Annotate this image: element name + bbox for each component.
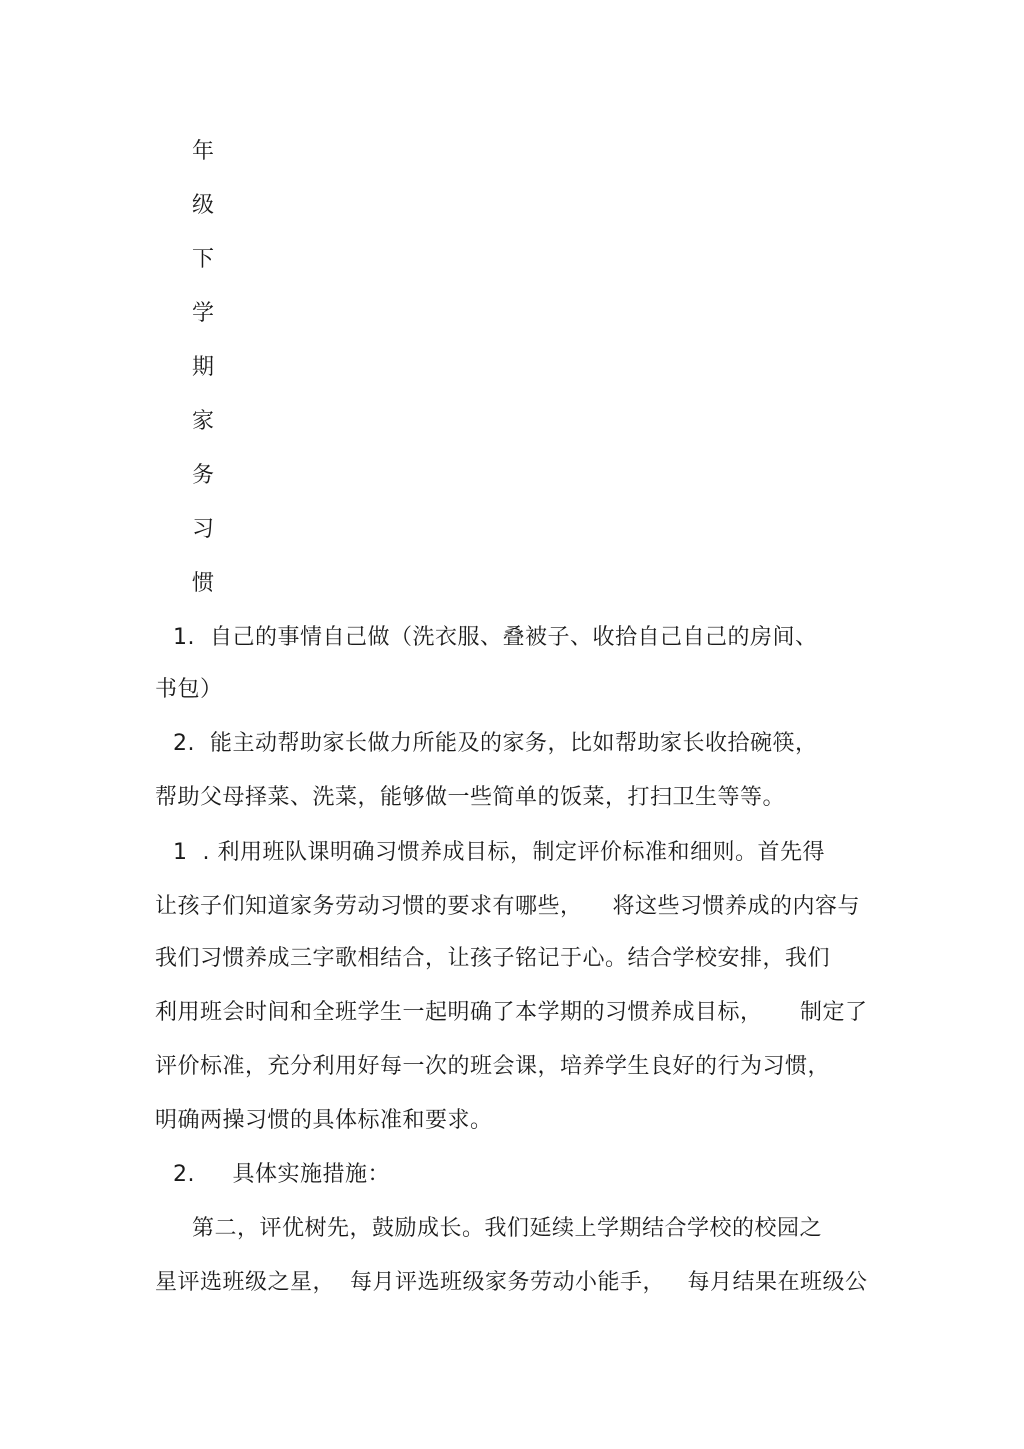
vertical-title-char: 期 [191, 355, 214, 380]
list-item-1-line-2: 书包） [155, 677, 223, 702]
section-heading: 2. 具体实施措施： [173, 1162, 390, 1187]
list-item-2-line-2: 帮助父母择菜、洗菜，能够做一些简单的饭菜，打扫卫生等等。 [155, 785, 786, 810]
paragraph-1-line-2: 让孩子们知道家务劳动习惯的要求有哪些， 将这些习惯养成的内容与 [155, 894, 860, 919]
paragraph-2-line-1: 第二，评优树先，鼓励成长。我们延续上学期结合学校的校园之 [192, 1216, 823, 1241]
paragraph-2-line-2: 星评选班级之星， 每月评选班级家务劳动小能手， 每月结果在班级公 [155, 1270, 868, 1295]
vertical-title-char: 习 [191, 517, 214, 542]
paragraph-1-line-6: 明确两操习惯的具体标准和要求。 [155, 1108, 493, 1133]
paragraph-1-line-4: 利用班会时间和全班学生一起明确了本学期的习惯养成目标， 制定了 [155, 1000, 868, 1025]
vertical-title-char: 学 [191, 301, 214, 326]
paragraph-1-line-5: 评价标准，充分利用好每一次的班会课，培养学生良好的行为习惯， [155, 1054, 831, 1079]
vertical-title-char: 务 [191, 463, 214, 488]
vertical-title-char: 家 [191, 409, 214, 434]
vertical-title-char: 级 [191, 193, 214, 218]
paragraph-1-line-1: 1 . 利用班队课明确习惯养成目标，制定评价标准和细则。首先得 [173, 840, 825, 865]
vertical-title-char: 惯 [191, 571, 214, 596]
list-item-1-line-1: 1. 自己的事情自己做（洗衣服、叠被子、收拾自己自己的房间、 [173, 625, 818, 650]
list-item-2-line-1: 2. 能主动帮助家长做力所能及的家务，比如帮助家长收拾碗筷， [173, 731, 818, 756]
vertical-title-char: 下 [191, 247, 214, 272]
vertical-title-char: 年 [191, 139, 214, 164]
paragraph-1-line-3: 我们习惯养成三字歌相结合，让孩子铭记于心。结合学校安排，我们 [155, 946, 831, 971]
